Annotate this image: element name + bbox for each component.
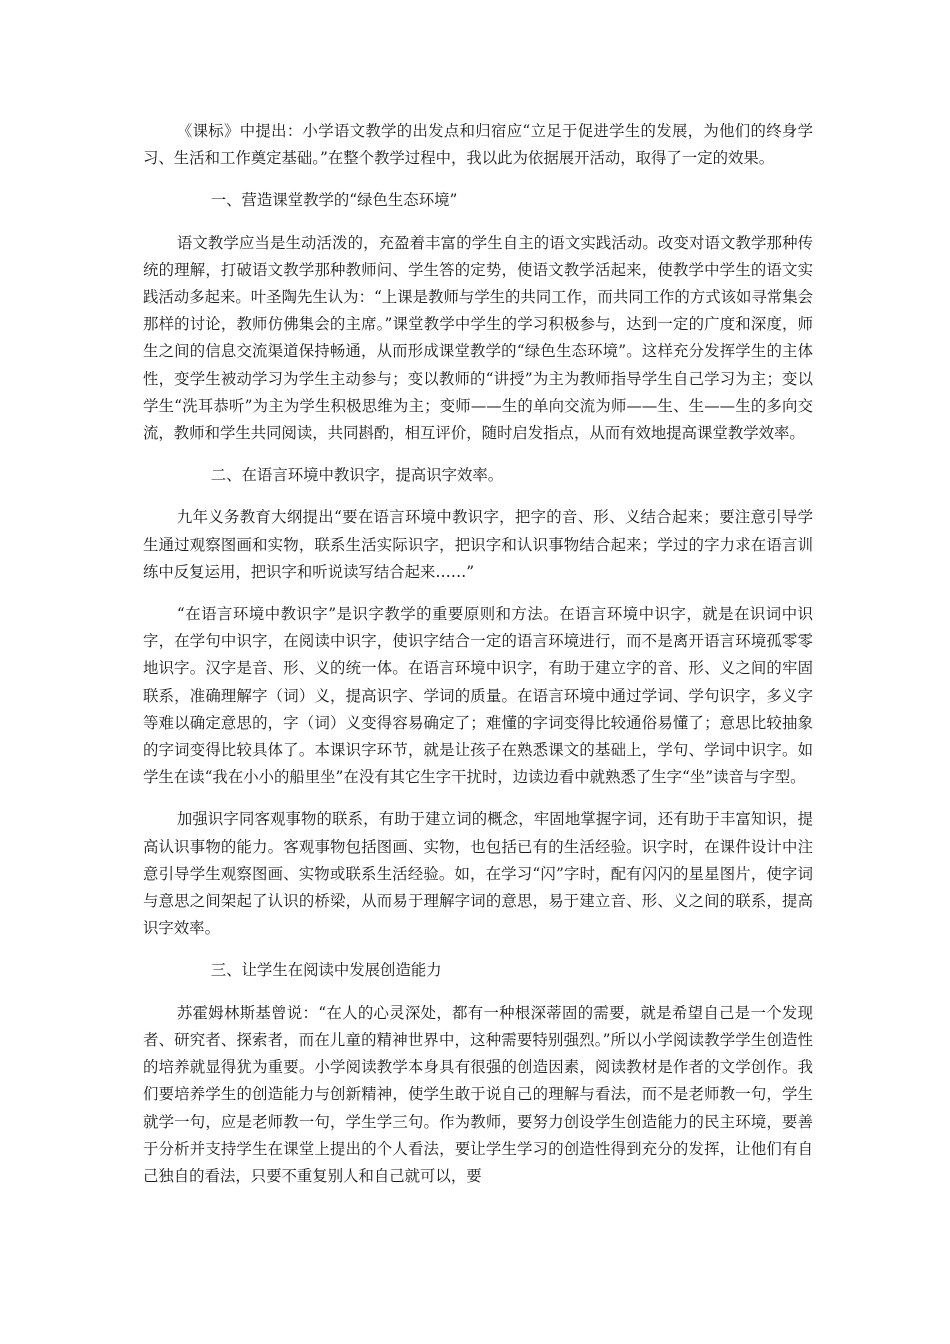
- body-paragraph: 加强识字同客观事物的联系，有助于建立词的概念，牢固地掌握字词，还有助于丰富知识，提高认识事物的能力。客观事物包括图画、实物，也包括已有的生活经验。识字时，在课件设计中注意引导学生观察图画、实物或联系生活经验。如，在学习“闪”字时，配有闪闪的星星图片，使字词与意思之间架起了认识的桥梁，从而易于理解字词的意思，易于建立音、形、义之间的联系，提高识字效率。: [143, 810, 813, 938]
- body-paragraph: 九年义务教育大纲提出“要在语言环境中教识字，把字的音、形、义结合起来；要注意引导学生通过观察图画和实物，联系生活实际识字，把识字和认识事物结合起来；学过的字力求在语言训练中反复运用，把识字和听说读写结合起来……”: [143, 508, 813, 581]
- body-paragraph: 苏霍姆林斯基曾说：“在人的心灵深处，都有一种根深蒂固的需要，就是希望自己是一个发现者、研究者、探索者，而在儿童的精神世界中，这种需要特别强烈。”所以小学阅读教学学生创造性的培养就显得犹为重要。小学阅读教学本身具有很强的创造因素，阅读教材是作者的文学创作。我们要培养学生的创造能力与创新精神，使学生敢于说自己的理解与看法，而不是老师教一句，学生就学一句，应是老师教一句，学生学三句。作为教师，要努力创设学生创造能力的民主环境，要善于分析并支持学生在课堂上提出的个人看法，要让学生学习的创造性得到充分的发挥，让他们有自己独自的看法，只要不重复别人和自己就可以，要: [143, 1003, 813, 1185]
- body-paragraph: “在语言环境中教识字”是识字教学的重要原则和方法。在语言环境中识字，就是在识词中识字，在学句中识字，在阅读中识字，使识字结合一定的语言环境进行，而不是离开语言环境孤零零地识字。汉字是音、形、义的统一体。在语言环境中识字，有助于建立字的音、形、义之间的牢固联系，准确理解字（词）义，提高识字、学词的质量。在语言环境中通过学词、学句识字，多义字等难以确定意思的，字（词）义变得容易确定了；难懂的字词变得比较通俗易懂了；意思比较抽象的字词变得比较具体了。本课识字环节，就是让孩子在熟悉课文的基础上，学句、学词中识字。如学生在读“我在小小的船里坐”在没有其它生字干扰时，边读边看中就熟悉了生字“坐”读音与字型。: [143, 605, 813, 787]
- document-body: [143, 118, 813, 1205]
- section-heading-3: 三、让学生在阅读中发展创造能力: [210, 961, 442, 980]
- intro-paragraph: 《课标》中提出：小学语文教学的出发点和归宿应“立足于促进学生的发展，为他们的终身学习、生活和工作奠定基础。”在整个教学过程中，我以此为依据展开活动，取得了一定的效果。: [143, 122, 813, 168]
- section-heading-2: 二、在语言环境中教识字，提高识字效率。: [210, 466, 504, 485]
- body-paragraph: 语文教学应当是生动活泼的，充盈着丰富的学生自主的语文实践活动。改变对语文教学那种传统的理解，打破语文教学那种教师问、学生答的定势，使语文教学活起来，使教学中学生的语文实践活动多起来。叶圣陶先生认为：“上课是教师与学生的共同工作，而共同工作的方式该如寻常集会那样的讨论，教师仿佛集会的主席。”课堂教学中学生的学习积极参与，达到一定的广度和深度，师生之间的信息交流渠道保持畅通，从而形成课堂教学的“绿色生态环境”。这样充分发挥学生的主体性，变学生被动学习为学生主动参与；变以教师的“讲授”为主为教师指导学生自己学习为主；变以学生“洗耳恭听”为主为学生积极思维为主；变师——生的单向交流为师——生、生——生的多向交流，教师和学生共同阅读，共同斟酌，相互评价，随时启发指点，从而有效地提高课堂教学效率。: [143, 233, 813, 443]
- section-heading-1: 一、营造课堂教学的“绿色生态环境”: [210, 191, 458, 210]
